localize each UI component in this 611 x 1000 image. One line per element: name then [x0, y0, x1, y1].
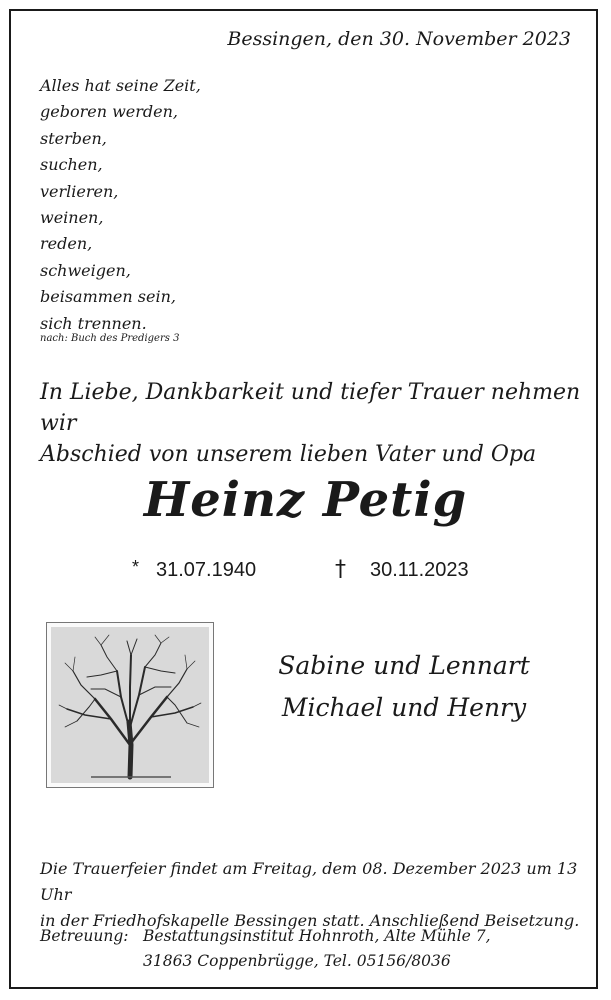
family-line: Sabine und Lennart — [278, 651, 530, 680]
poem-line: geboren werden, — [40, 102, 179, 122]
family-line: Michael und Henry — [281, 693, 527, 722]
care-line: Bestattungsinstitut Hohnroth, Alte Mühle 7, — [143, 927, 491, 945]
birth-date: 31.07.1940 — [156, 559, 257, 581]
poem-line: weinen, — [40, 208, 104, 228]
service-line: Die Trauerfeier findet am Freitag, dem 08. Dezember 2023 um 13 Uhr — [40, 859, 578, 904]
care-label: Betreuung: — [40, 927, 129, 945]
service-line: in der Friedhofskapelle Bessingen statt. Anschließend Beisetzung. — [40, 911, 580, 930]
intro-line: Abschied von unserem lieben Vater und Opa — [40, 442, 537, 467]
care-line: 31863 Coppenbrügge, Tel. 05156/8036 — [143, 952, 451, 970]
poem — [40, 73, 201, 337]
tree-icon — [51, 627, 209, 783]
intro-line: In Liebe, Dankbarkeit und tiefer Trauer nehmen wir — [40, 380, 581, 436]
death-date: 30.11.2023 — [370, 559, 469, 581]
poem-line: verlieren, — [40, 181, 119, 201]
birth-star-icon: * — [132, 557, 140, 577]
poem-line: sich trennen. — [40, 313, 147, 333]
deceased-name: Heinz Petig — [143, 472, 468, 528]
poem-line: reden, — [40, 234, 93, 254]
poem-line: sterben, — [40, 128, 107, 148]
poem-source: nach: Buch des Predigers 3 — [40, 333, 180, 344]
poem-line: beisammen sein, — [40, 287, 176, 307]
place-date: Bessingen, den 30. November 2023 — [227, 28, 571, 50]
funeral-service-info — [40, 856, 611, 934]
poem-line: schweigen, — [40, 260, 131, 280]
intro-text — [40, 377, 611, 470]
tree-photo — [46, 622, 214, 788]
death-cross-icon: † — [335, 557, 346, 582]
poem-line: suchen, — [40, 155, 103, 175]
poem-line: Alles hat seine Zeit, — [40, 76, 201, 95]
family-names — [254, 645, 554, 729]
